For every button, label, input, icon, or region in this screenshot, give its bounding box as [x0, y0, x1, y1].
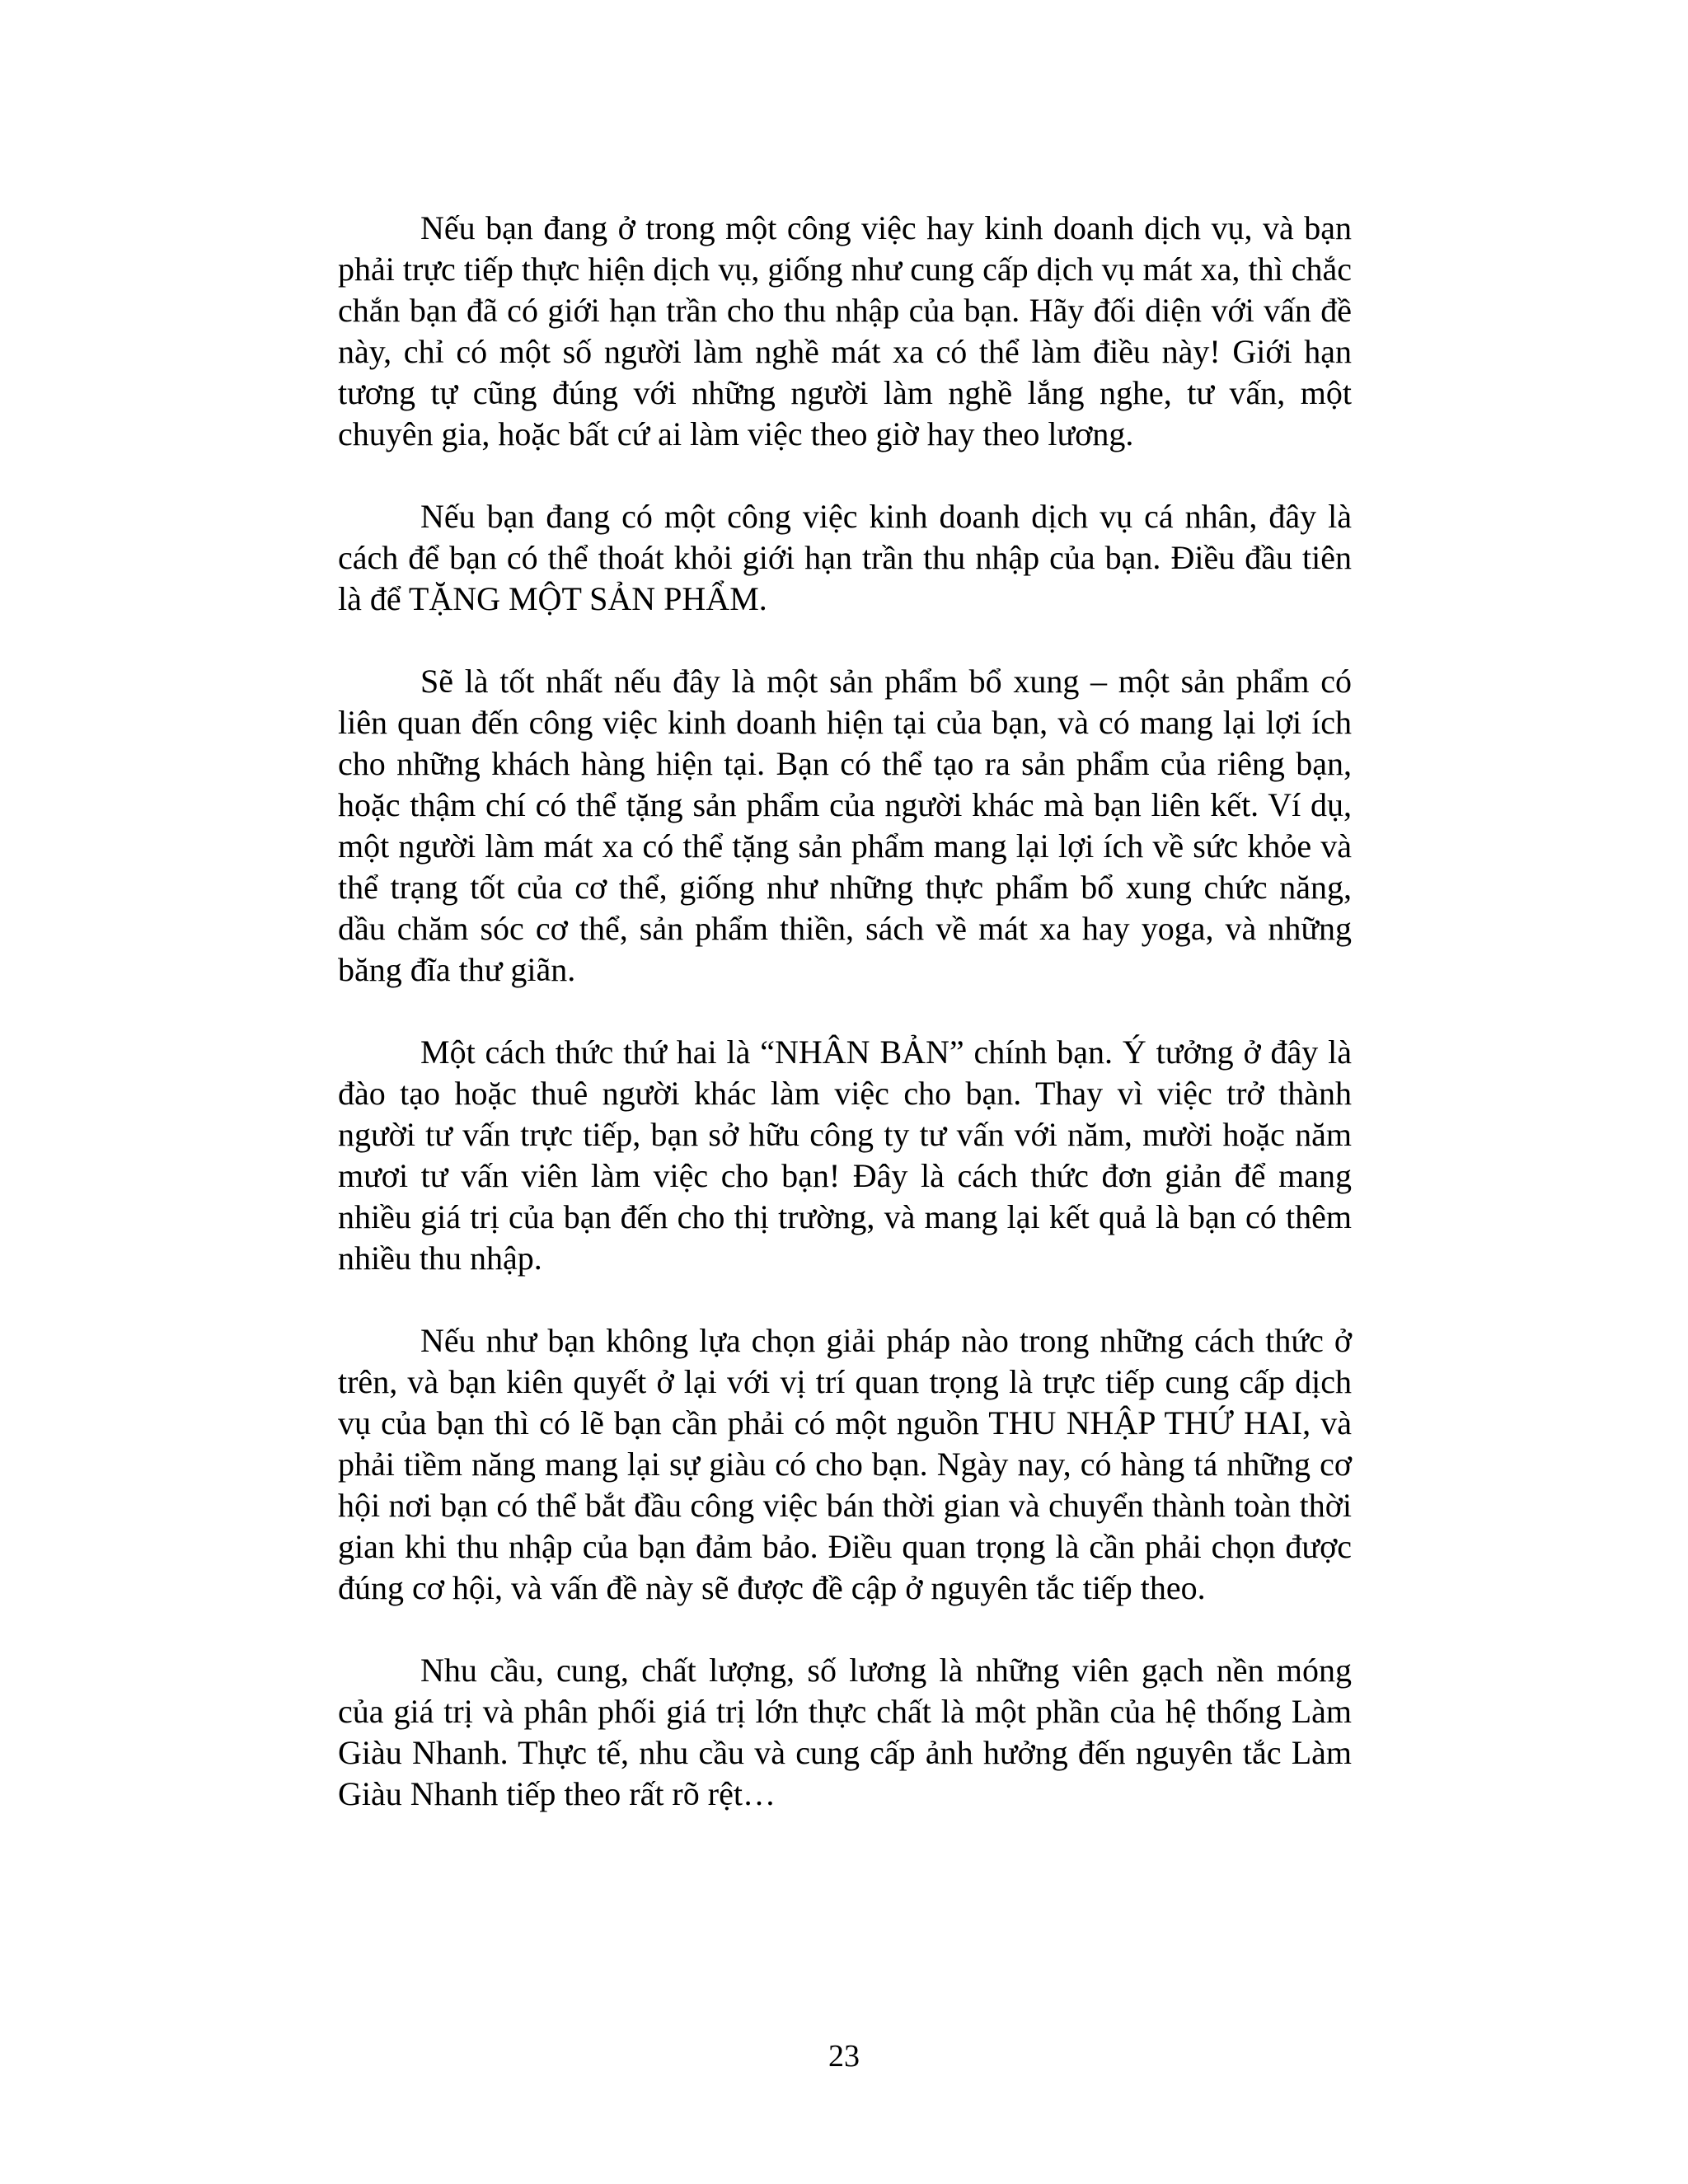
- paragraph-3: Sẽ là tốt nhất nếu đây là một sản phẩm bổ xung – một sản phẩm có liên quan đến công việc kinh doanh hiện tại của bạn, và có mang lại lợi ích cho những khách hàng hiện tại. Bạn có thể tạo ra sản phẩm của riêng bạn, hoặc thậm chí có thể tặng sản phẩm của người khác mà bạn liên kết. Ví dụ, một người làm mát xa có thể tặng sản phẩm mang lại lợi ích về sức khỏe và thể trạng tốt của cơ thể, giống như những thực phẩm bổ xung chức năng, dầu chăm sóc cơ thể, sản phẩm thiền, sách về mát xa hay yoga, và những băng đĩa thư giãn.: [338, 663, 1352, 988]
- body-text: [338, 208, 1352, 1856]
- page-number: 23: [828, 2039, 860, 2074]
- paragraph-6: Nhu cầu, cung, chất lượng, số lương là những viên gạch nền móng của giá trị và phân phối giá trị lớn thực chất là một phần của hệ thống Làm Giàu Nhanh. Thực tế, nhu cầu và cung cấp ảnh hưởng đến nguyên tắc Làm Giàu Nhanh tiếp theo rất rõ rệt…: [338, 1652, 1352, 1812]
- paragraph-5: Nếu như bạn không lựa chọn giải pháp nào trong những cách thức ở trên, và bạn kiên quyết ở lại với vị trí quan trọng là trực tiếp cung cấp dịch vụ của bạn thì có lẽ bạn cần phải có một nguồn THU NHẬP THỨ HAI, và phải tiềm năng mang lại sự giàu có cho bạn. Ngày nay, có hàng tá những cơ hội nơi bạn có thể bắt đầu công việc bán thời gian và chuyển thành toàn thời gian khi thu nhập của bạn đảm bảo. Điều quan trọng là cần phải chọn được đúng cơ hội, và vấn đề này sẽ được đề cập ở nguyên tắc tiếp theo.: [338, 1322, 1352, 1606]
- paragraph-2: Nếu bạn đang có một công việc kinh doanh dịch vụ cá nhân, đây là cách để bạn có thể thoát khỏi giới hạn trần thu nhập của bạn. Điều đầu tiên là để TẶNG MỘT SẢN PHẨM.: [338, 498, 1352, 617]
- paragraph-4: Một cách thức thứ hai là “NHÂN BẢN” chính bạn. Ý tưởng ở đây là đào tạo hoặc thuê người khác làm việc cho bạn. Thay vì việc trở thành người tư vấn trực tiếp, bạn sở hữu công ty tư vấn với năm, mười hoặc năm mươi tư vấn viên làm việc cho bạn! Đây là cách thức đơn giản để mang nhiều giá trị của bạn đến cho thị trường, và mang lại kết quả là bạn có thêm nhiều thu nhập.: [338, 1033, 1352, 1277]
- paragraph-1: Nếu bạn đang ở trong một công việc hay kinh doanh dịch vụ, và bạn phải trực tiếp thực hiện dịch vụ, giống như cung cấp dịch vụ mát xa, thì chắc chắn bạn đã có giới hạn trần cho thu nhập của bạn. Hãy đối diện với vấn đề này, chỉ có một số người làm nghề mát xa có thể làm điều này! Giới hạn tương tự cũng đúng với những người làm nghề lắng nghe, tư vấn, một chuyên gia, hoặc bất cứ ai làm việc theo giờ hay theo lương.: [338, 209, 1352, 452]
